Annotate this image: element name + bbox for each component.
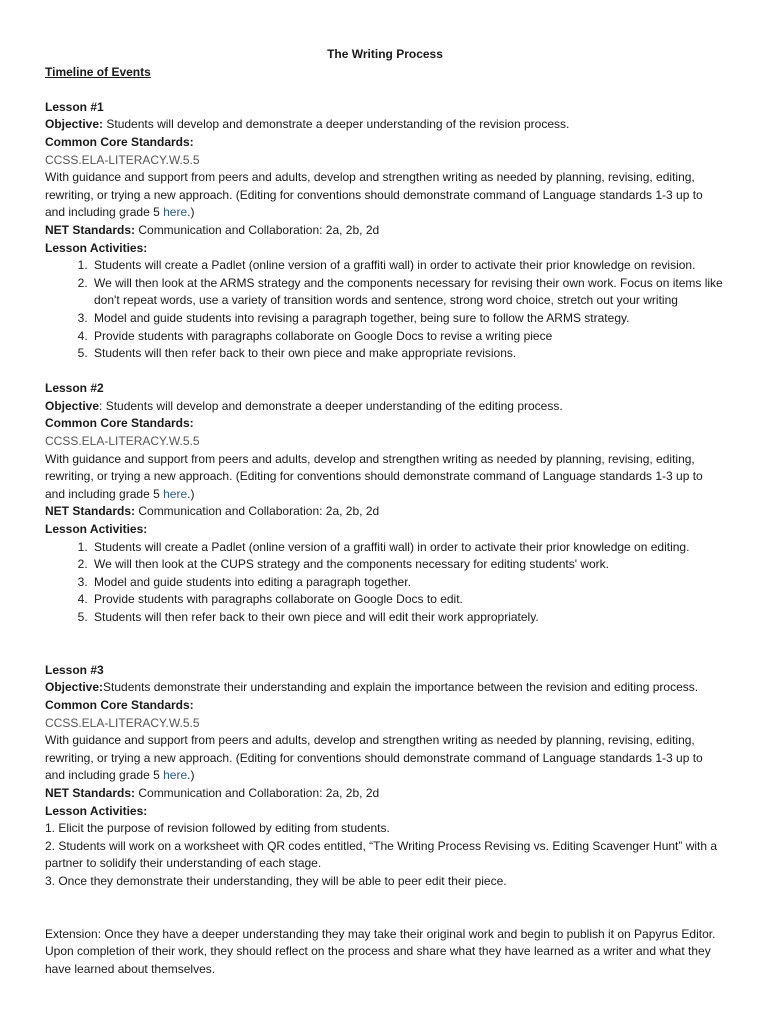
ccs-end: .): [187, 205, 195, 220]
here-link[interactable]: here: [163, 486, 188, 501]
timeline-heading: Timeline of Events: [45, 64, 151, 79]
lesson-2: [45, 380, 725, 626]
objective: [45, 398, 725, 416]
lesson-1: [45, 99, 725, 363]
activities-label: Lesson Activities:: [45, 240, 148, 255]
extension-paragraph: Extension: Once they have a deeper understanding they may take their original work and begin to publish it on Papyrus Editor. Upon completion of their work, they should reflect on the process and share what they have learned as a writer and what they have learned about themselves.: [45, 926, 716, 976]
ccs-label: Common Core Standards:: [45, 416, 194, 431]
objective: [45, 116, 725, 134]
activities-label: Lesson Activities:: [45, 522, 148, 537]
document-title: The Writing Process: [327, 47, 443, 61]
ccs-text: With guidance and support from peers and adults, develop and strengthen writing as needed by planning, revising, editing, rewriting, or trying a new approach. (Editing for conventions should demonstrate command of Language standards 1-3 up to and including grade 5: [45, 451, 703, 501]
lesson-heading: Lesson #1: [45, 99, 104, 114]
net-label: NET Standards:: [45, 222, 136, 237]
net-text: Communication and Collaboration: 2a, 2b, 2d: [135, 785, 380, 800]
objective-text: Students will develop and demonstrate a deeper understanding of the revision process.: [103, 117, 570, 132]
lesson-3: [45, 662, 725, 891]
objective-label: Objective: [45, 398, 100, 413]
net-standards: [45, 503, 725, 521]
net-label: NET Standards:: [45, 504, 136, 519]
list-item: 3. Model and guide students into revising a paragraph together, being sure to follow the ARMS strategy.: [91, 310, 725, 328]
net-label: NET Standards:: [45, 785, 136, 800]
ccs-code: CCSS.ELA-LITERACY.W.5.5: [45, 434, 200, 449]
objective-text: : Students will develop and demonstrate a deeper understanding of the editing process.: [99, 398, 563, 413]
objective-text: Students demonstrate their understanding and explain the importance between the revision and editing process.: [103, 680, 699, 695]
list-item: 5. Students will then refer back to their own piece and make appropriate revisions.: [91, 345, 725, 363]
net-standards: [45, 222, 725, 240]
ccs-text: With guidance and support from peers and adults, develop and strengthen writing as needed by planning, revising, editing, rewriting, or trying a new approach. (Editing for conventions should demonstrate command of Language standards 1-3 up to and including grade 5: [45, 170, 703, 220]
lesson-heading: Lesson #3: [45, 662, 104, 677]
net-standards: [45, 785, 725, 803]
ccs-description: [45, 732, 725, 785]
list-item: 1. Students will create a Padlet (online version of a graffiti wall) in order to activate their prior knowledge on editing.: [91, 539, 725, 557]
ccs-code: CCSS.ELA-LITERACY.W.5.5: [45, 715, 200, 730]
list-item: 1. Students will create a Padlet (online version of a graffiti wall) in order to activate their prior knowledge on revision.: [91, 257, 725, 275]
list-item: 4. Provide students with paragraphs collaborate on Google Docs to revise a writing piece: [91, 328, 725, 346]
ccs-label: Common Core Standards:: [45, 134, 194, 149]
net-text: Communication and Collaboration: 2a, 2b, 2d: [135, 222, 380, 237]
activities-list: [45, 539, 725, 627]
lesson-heading: Lesson #2: [45, 381, 104, 396]
list-item: 5. Students will then refer back to their own piece and will edit their work appropriately.: [91, 609, 725, 627]
ccs-end: .): [187, 486, 195, 501]
ccs-code: CCSS.ELA-LITERACY.W.5.5: [45, 152, 200, 167]
list-item: 4. Provide students with paragraphs collaborate on Google Docs to edit.: [91, 591, 725, 609]
list-item: 2. Students will work on a worksheet with QR codes entitled, “The Writing Process Revising vs. Editing Scavenger Hunt” with a partner to solidify their understanding of each stage.: [45, 838, 718, 871]
objective-label: Objective:: [45, 680, 104, 695]
list-item: 3. Model and guide students into editing a paragraph together.: [91, 574, 725, 592]
activities-list: [45, 820, 725, 890]
ccs-label: Common Core Standards:: [45, 697, 194, 712]
ccs-end: .): [187, 768, 195, 783]
list-item: 2. We will then look at the CUPS strategy and the components necessary for editing students' work.: [91, 556, 725, 574]
objective-label: Objective:: [45, 117, 104, 132]
list-item: 3. Once they demonstrate their understanding, they will be able to peer edit their piece.: [45, 873, 507, 888]
net-text: Communication and Collaboration: 2a, 2b, 2d: [135, 504, 380, 519]
ccs-text: With guidance and support from peers and adults, develop and strengthen writing as needed by planning, revising, editing, rewriting, or trying a new approach. (Editing for conventions should demonstrate command of Language standards 1-3 up to and including grade 5: [45, 733, 703, 783]
ccs-description: [45, 451, 725, 504]
activities-label: Lesson Activities:: [45, 803, 148, 818]
here-link[interactable]: here: [163, 768, 188, 783]
activities-list: [45, 257, 725, 363]
here-link[interactable]: here: [163, 205, 188, 220]
document-page: [45, 46, 725, 978]
list-item: 2. We will then look at the ARMS strategy and the components necessary for revising their own work. Focus on items like don't repeat words, use a variety of transition words and sentence, strong word choice, stretch out your writing: [91, 275, 725, 310]
objective: [45, 679, 725, 697]
ccs-description: [45, 169, 725, 222]
list-item: 1. Elicit the purpose of revision followed by editing from students.: [45, 821, 390, 836]
